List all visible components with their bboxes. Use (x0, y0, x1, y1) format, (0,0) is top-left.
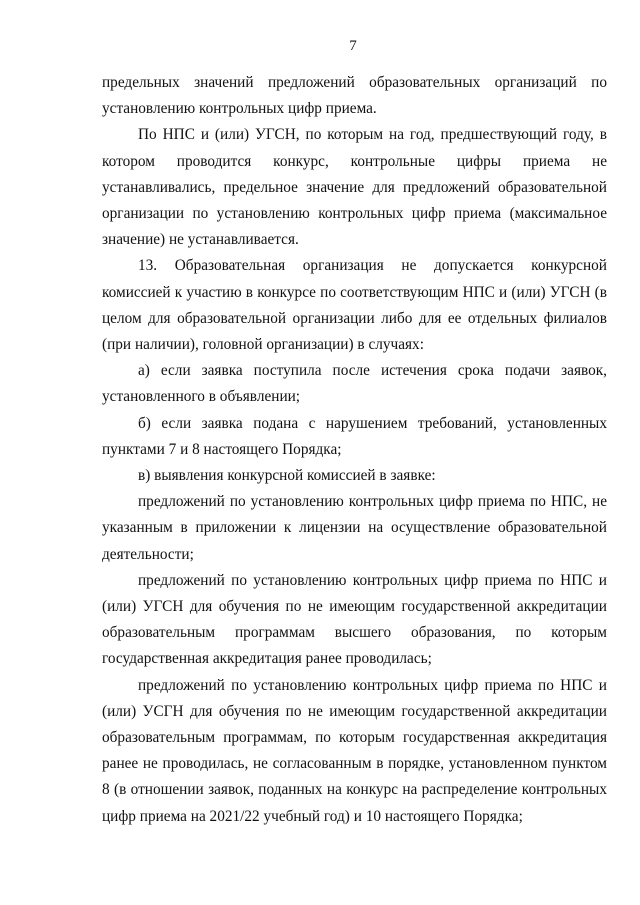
document-body (102, 70, 607, 830)
paragraph-subitem-a: а) если заявка поступила после истечения срока подачи заявок, установленного в объявлении; (102, 362, 607, 406)
paragraph-proposals-accreditation-held: предложений по установлению контрольных цифр приема по НПС и (или) УГСН для обучения по не имеющим государственной аккредитации образовательным программам высшего образования, по которым государственная аккредитация ранее проводилась; (102, 571, 607, 668)
paragraph-continuation: предельных значений предложений образовательных организаций по установлению контрольных цифр приема. (102, 74, 607, 118)
paragraph-subitem-v: в) выявления конкурсной комиссией в заявке: (138, 467, 436, 485)
paragraph-proposals-accreditation-not-held: предложений по установлению контрольных цифр приема по НПС и (или) УСГН для обучения по не имеющим государственной аккредитации образовательным программам, по которым государственная аккредитация ранее не проводилась, не согласованным в порядке, установленном пунктом 8 (в отношении заявок, поданных на конкурс на распределение контрольных цифр приема на 2021/22 учебный год) и 10 настоящего Порядка; (102, 676, 607, 825)
paragraph-proposals-license: предложений по установлению контрольных цифр приема по НПС, не указанным в приложении к лицензии на осуществление образовательной деятельности; (102, 493, 607, 563)
page-number: 7 (349, 38, 357, 54)
paragraph-item-13: 13. Образовательная организация не допускается конкурсной комиссией к участию в конкурсе по соответствующим НПС и (или) УГСН (в целом для образовательной организации либо для ее отдельных филиалов (при наличии), головной организации) в случаях: (102, 257, 607, 354)
paragraph-ctrl-figures-not-set: По НПС и (или) УГСН, по которым на год, предшествующий году, в котором проводится конкурс, контрольные цифры приема не устанавливались, предельное значение для предложений образовательной организации по установлению контрольных цифр приема (максимальное значение) не устанавливается. (102, 126, 607, 249)
paragraph-subitem-b: б) если заявка подана с нарушением требований, установленных пунктами 7 и 8 настоящего Порядка; (102, 414, 607, 458)
